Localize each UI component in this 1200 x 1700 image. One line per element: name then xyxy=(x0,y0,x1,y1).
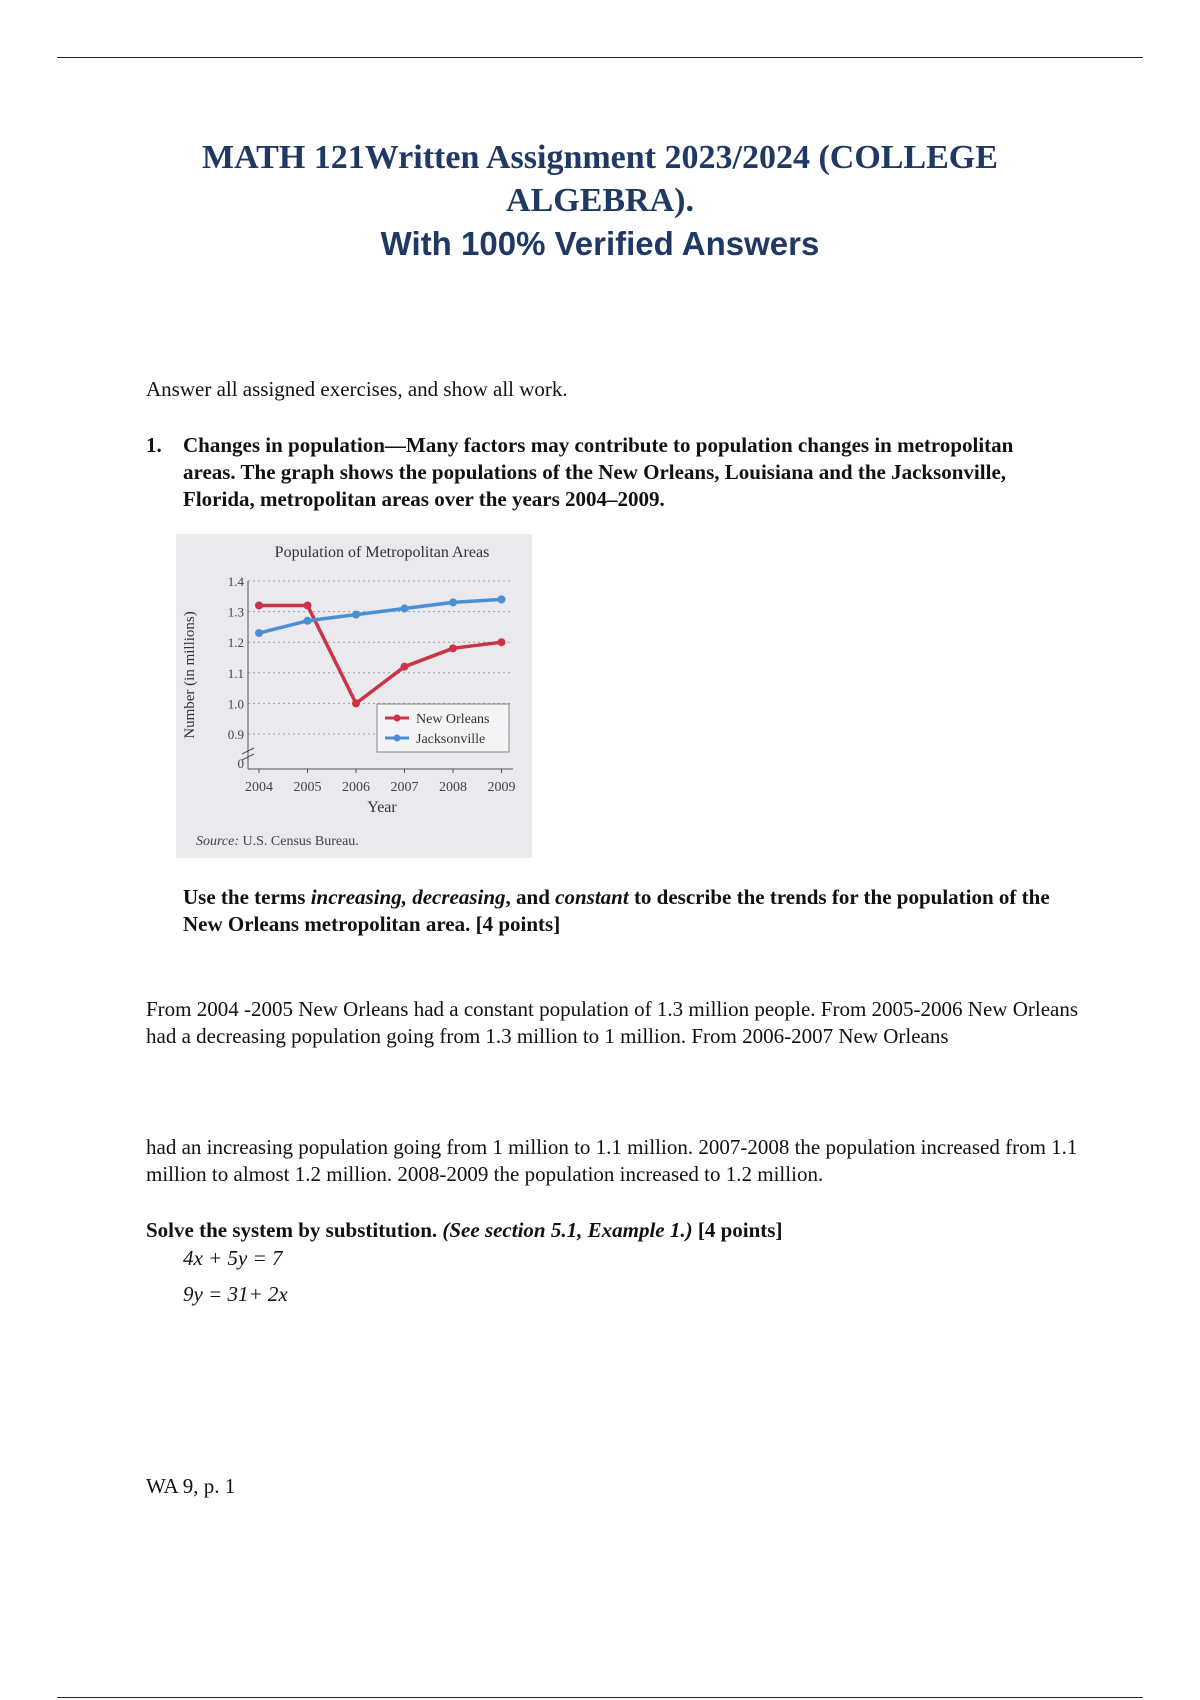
instr-part3: to describe the trends for the population of the New Orleans metropolitan area. [4 points] xyxy=(183,885,1050,936)
solve-points: [4 points] xyxy=(692,1218,783,1242)
question-1 xyxy=(146,432,1066,513)
x-axis-label: Year xyxy=(367,799,397,816)
answer-paragraph-2 xyxy=(146,1134,1106,1188)
page-footer: WA 9, p. 1 xyxy=(146,1474,236,1498)
y-tick-labels xyxy=(228,574,245,771)
legend-label-jacksonville: Jacksonville xyxy=(416,732,486,747)
title-line-1: MATH 121Written Assignment 2023/2024 (COLLEGE xyxy=(202,139,998,176)
data-point-jacksonville xyxy=(304,617,312,625)
chart-legend xyxy=(377,704,509,752)
instr-term-constant: constant xyxy=(555,885,629,909)
answer-text-2: had an increasing population going from 1 million to 1.1 million. 2007-2008 the population increased from 1.1 million to almost 1.2 million. 2008-2009 the population increased to 1.2 million. xyxy=(146,1135,1078,1186)
data-point-jacksonville xyxy=(401,605,409,613)
question-instructions xyxy=(183,884,1063,938)
data-point-jacksonville xyxy=(255,629,263,637)
instr-part2: , and xyxy=(505,885,556,909)
y-tick-label: 1.0 xyxy=(227,696,244,712)
intro-text: Answer all assigned exercises, and show all work. xyxy=(146,377,568,401)
instr-part1: Use the terms xyxy=(183,885,311,909)
x-tick-label: 2007 xyxy=(390,780,419,795)
solve-text: Solve the system by substitution. xyxy=(146,1218,443,1242)
answer-paragraph-1 xyxy=(146,996,1106,1050)
data-point-new-orleans xyxy=(498,638,506,646)
population-chart xyxy=(176,534,532,858)
solve-reference: (See section 5.1, Example 1.) xyxy=(442,1218,693,1242)
x-tick-label: 2006 xyxy=(342,780,370,795)
equation-2: 9y = 31+ 2x xyxy=(183,1282,288,1306)
x-tick-label: 2005 xyxy=(293,780,322,795)
chart-title: Population of Metropolitan Areas xyxy=(274,544,490,561)
question-2-prompt xyxy=(146,1218,782,1243)
data-point-jacksonville xyxy=(498,595,506,603)
data-point-new-orleans xyxy=(449,644,457,652)
x-tick-label: 2004 xyxy=(245,780,273,795)
title-line-3: With 100% Verified Answers xyxy=(380,225,820,262)
source-text: U.S. Census Bureau. xyxy=(239,834,359,849)
equation-1: 4x + 5y = 7 xyxy=(183,1246,283,1270)
x-tick-label: 2009 xyxy=(487,780,516,795)
legend-marker-jacksonville xyxy=(394,735,401,742)
legend-label-new-orleans: New Orleans xyxy=(416,712,490,727)
series-line-new-orleans xyxy=(259,605,502,703)
top-rule xyxy=(57,57,1143,58)
y-tick-label: 0 xyxy=(237,756,244,771)
data-point-new-orleans xyxy=(401,663,409,671)
y-axis-label: Number (in millions) xyxy=(182,611,198,739)
data-point-jacksonville xyxy=(449,598,457,606)
title-line-2: ALGEBRA). xyxy=(506,182,694,219)
y-tick-label: 1.4 xyxy=(227,574,244,589)
question-number: 1. xyxy=(146,433,162,457)
question-text: Changes in population—Many factors may contribute to population changes in metropolitan areas. The graph shows the populations of the New Orleans, Louisiana and the Jacksonville, Florida, metropolitan areas over the years 2004–2009. xyxy=(183,433,1014,511)
answer-text-1: From 2004 -2005 New Orleans had a constant population of 1.3 million people. From 2005-2006 New Orleans had a decreasing population going from 1.3 million to 1 million. From 2006-2007 New Orleans xyxy=(146,997,1079,1048)
instr-term-increasing-decreasing: increasing, decreasing xyxy=(310,885,506,909)
source-note xyxy=(196,834,359,849)
y-tick-label: 1.1 xyxy=(227,665,244,681)
data-point-new-orleans xyxy=(304,601,312,609)
source-label: Source: xyxy=(196,834,240,849)
y-tick-label: 1.2 xyxy=(227,635,244,651)
bottom-rule xyxy=(57,1697,1143,1698)
y-tick-label: 0.9 xyxy=(227,727,244,742)
x-tick-labels xyxy=(245,769,516,795)
chart-svg xyxy=(176,534,532,858)
x-tick-label: 2008 xyxy=(439,780,467,795)
document-title xyxy=(120,136,1080,266)
chart-series xyxy=(255,595,506,707)
legend-marker-new-orleans xyxy=(394,715,401,722)
y-tick-label: 1.3 xyxy=(227,604,244,620)
data-point-jacksonville xyxy=(352,611,360,619)
data-point-new-orleans xyxy=(255,601,263,609)
data-point-new-orleans xyxy=(352,699,360,707)
